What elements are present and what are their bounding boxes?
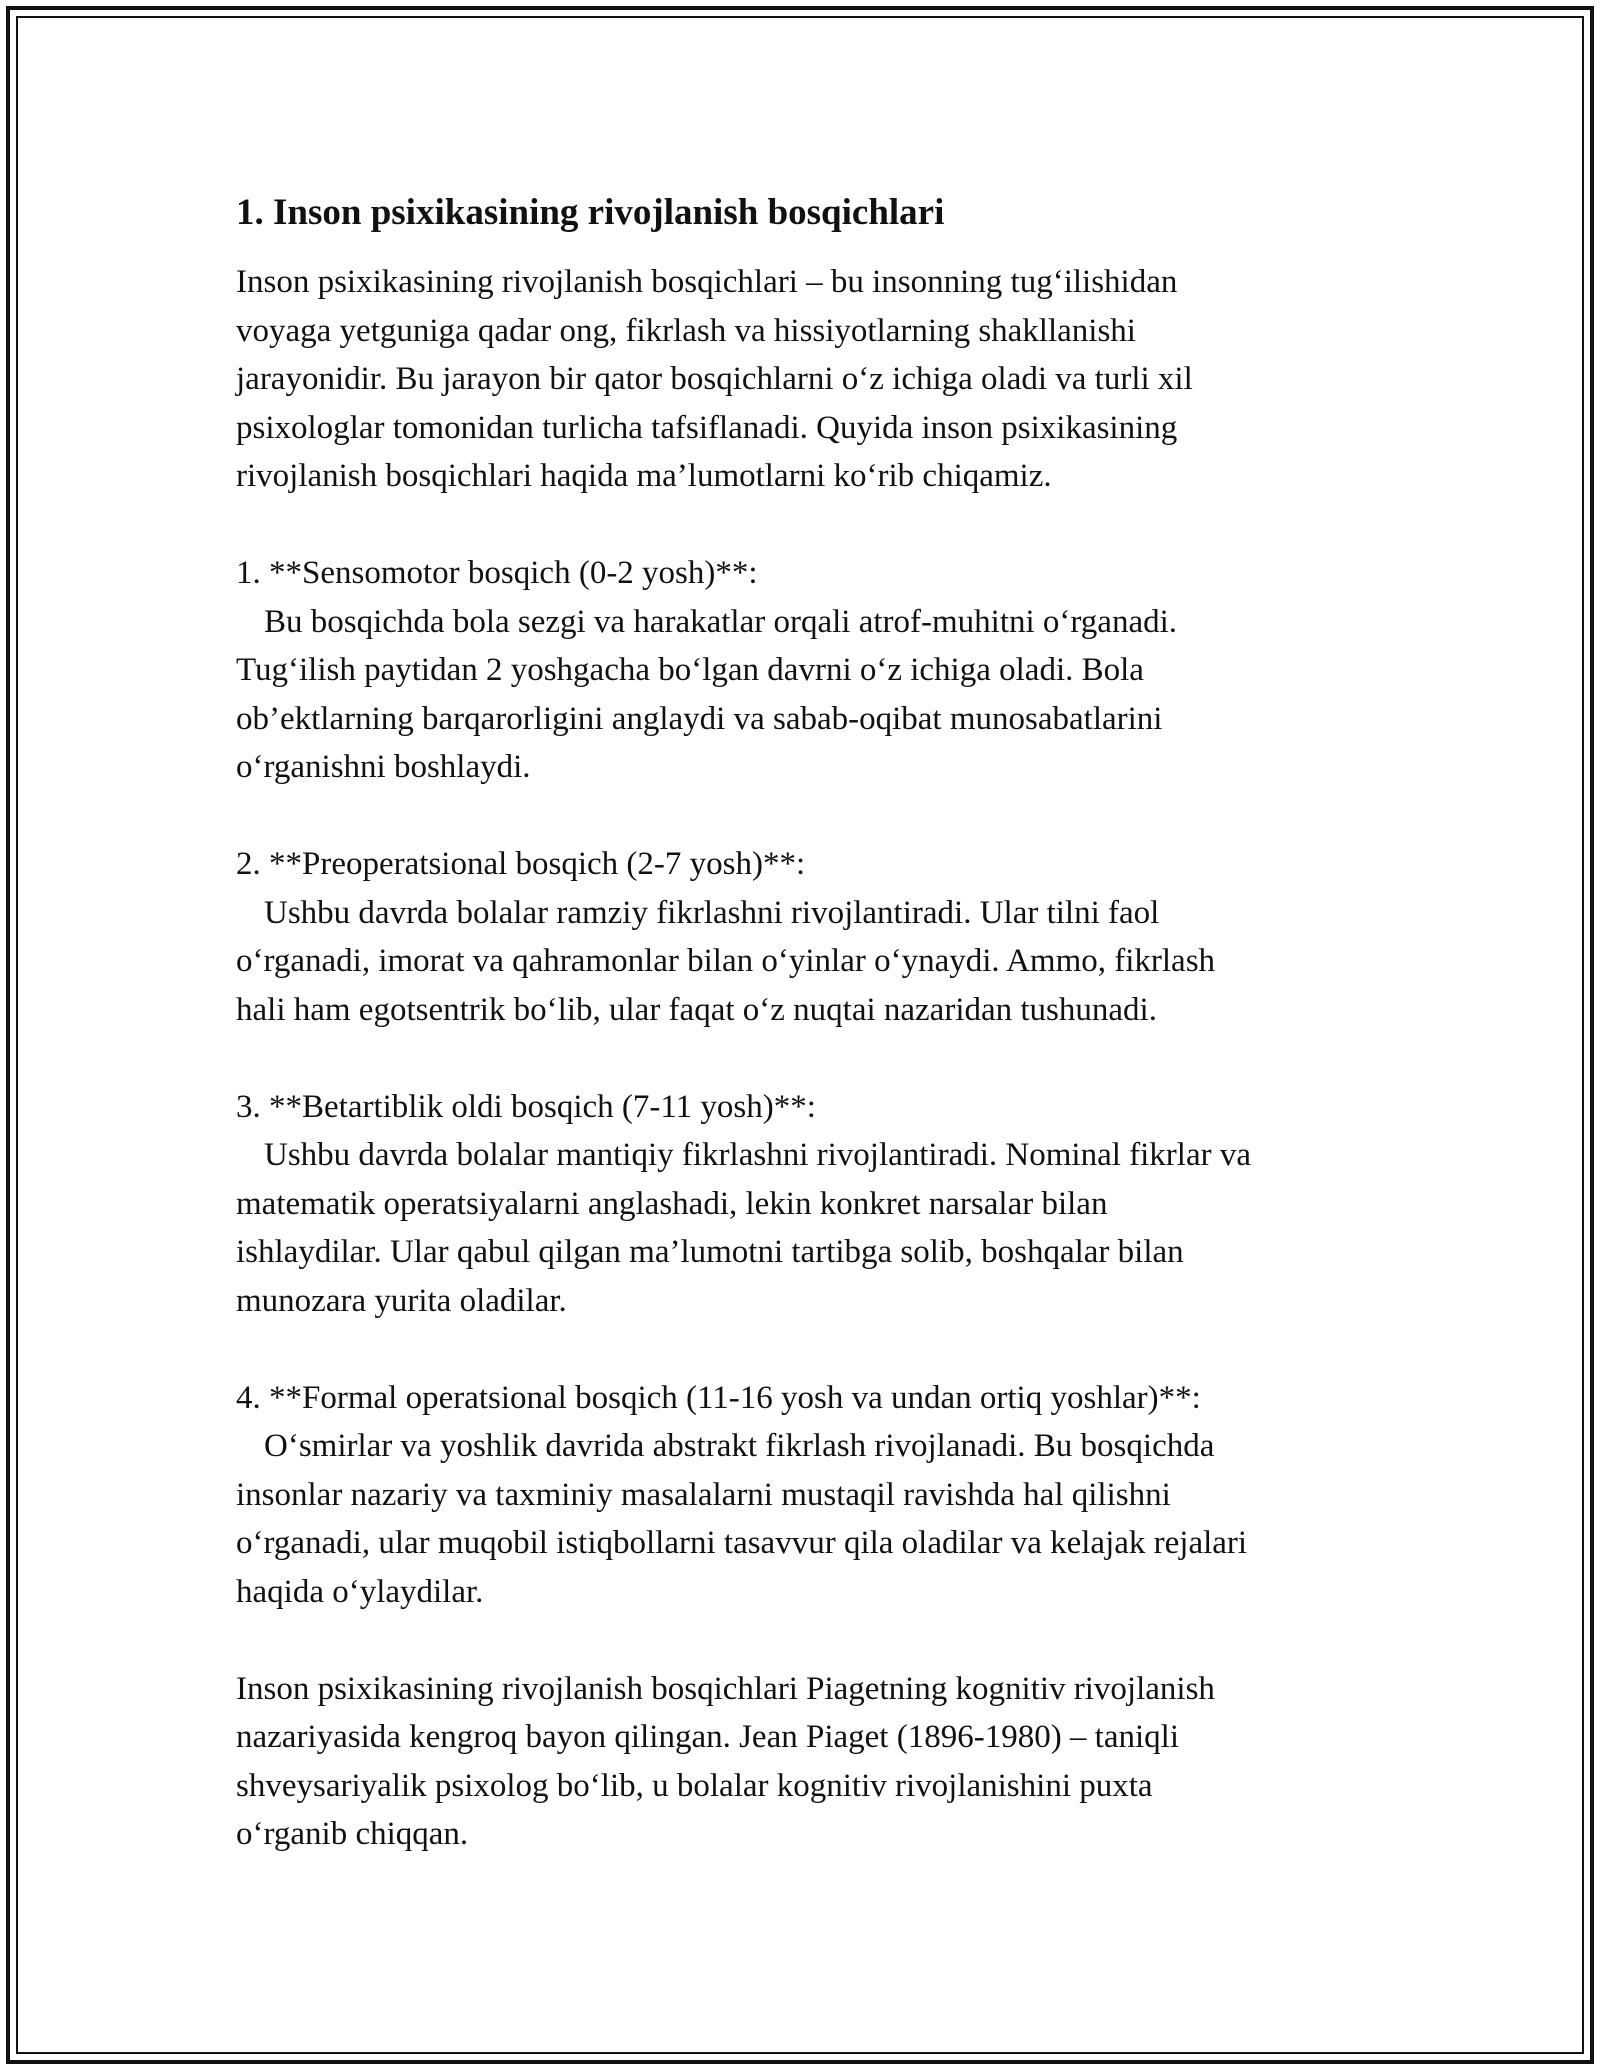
stage-2 (236, 840, 1376, 1034)
stage-1-heading: 1. **Sensomotor bosqich (0-2 yosh)**: (236, 555, 758, 591)
stage-3-heading: 3. **Betartiblik oldi bosqich (7-11 yosh)**: (236, 1088, 816, 1125)
stage-2-body: Ushbu davrda bolalar ramziy fikrlashni rivojlantiradi. Ular tilni faol o‘rganadi, imorat va qahramonlar bilan o‘yinlar o‘ynaydi. Ammo, fikrlash hali ham egotsentrik bo‘lib, ular faqat o‘z nuqtai nazaridan tushunadi. (236, 894, 1216, 1028)
stage-3 (236, 1083, 1376, 1326)
stage-4 (236, 1374, 1376, 1617)
conclusion-paragraph: Inson psixikasining rivojlanish bosqichlari Piagetning kognitiv rivojlanish nazariyasida kengroq bayon qilingan. Jean Piaget (1896-1980) – taniqli shveysariyalik psixolog bo‘lib, u bolalar kognitiv rivojlanishini puxta o‘rganib chiqqan. (236, 1670, 1215, 1852)
stage-1 (236, 549, 1376, 792)
stage-4-heading: 4. **Formal operatsional bosqich (11-16 yosh va undan ortiq yoshlar)**: (236, 1379, 1201, 1416)
intro-paragraph: Inson psixikasining rivojlanish bosqichlari – bu insonning tug‘ilishidan voyaga yetguniga qadar ong, fikrlash va hissiyotlarning shakllanishi jarayonidir. Bu jarayon bir qator bosqichlarni o‘z ichiga oladi va turli xil psixologlar tomonidan turlicha tafsiflanadi. Quyida inson psixikasining rivojlanish bosqichlari haqida ma’lumotlarni ko‘rib chiqamiz. (236, 264, 1193, 494)
document-body (236, 182, 1376, 1907)
document-title: 1. Inson psixikasining rivojlanish bosqichlari (236, 192, 945, 233)
stage-2-heading: 2. **Preoperatsional bosqich (2-7 yosh)**: (236, 846, 806, 882)
stage-1-body: Bu bosqichda bola sezgi va harakatlar orqali atrof-muhitni o‘rganadi. Tug‘ilish paytidan 2 yoshgacha bo‘lgan davrni o‘z ichiga oladi. Bola ob’ektlarning barqarorligini anglaydi va sabab-oqibat munosabatlarini o‘rganishni boshlaydi. (236, 603, 1178, 785)
stage-4-body: O‘smirlar va yoshlik davrida abstrakt fikrlash rivojlanadi. Bu bosqichda insonlar nazariy va taxminiy masalalarni mustaqil ravishda hal qilishni o‘rganadi, ular muqobil istiqbollarni tasavvur qila oladilar va kelajak rejalari haqida o‘ylaydilar. (236, 1428, 1248, 1610)
stage-3-body: Ushbu davrda bolalar mantiqiy fikrlashni rivojlantiradi. Nominal fikrlar va matematik operatsiyalarni anglashadi, lekin konkret narsalar bilan ishlaydilar. Ular qabul qilgan ma’lumotni tartibga solib, boshqalar bilan munozara yurita oladilar. (236, 1137, 1251, 1319)
